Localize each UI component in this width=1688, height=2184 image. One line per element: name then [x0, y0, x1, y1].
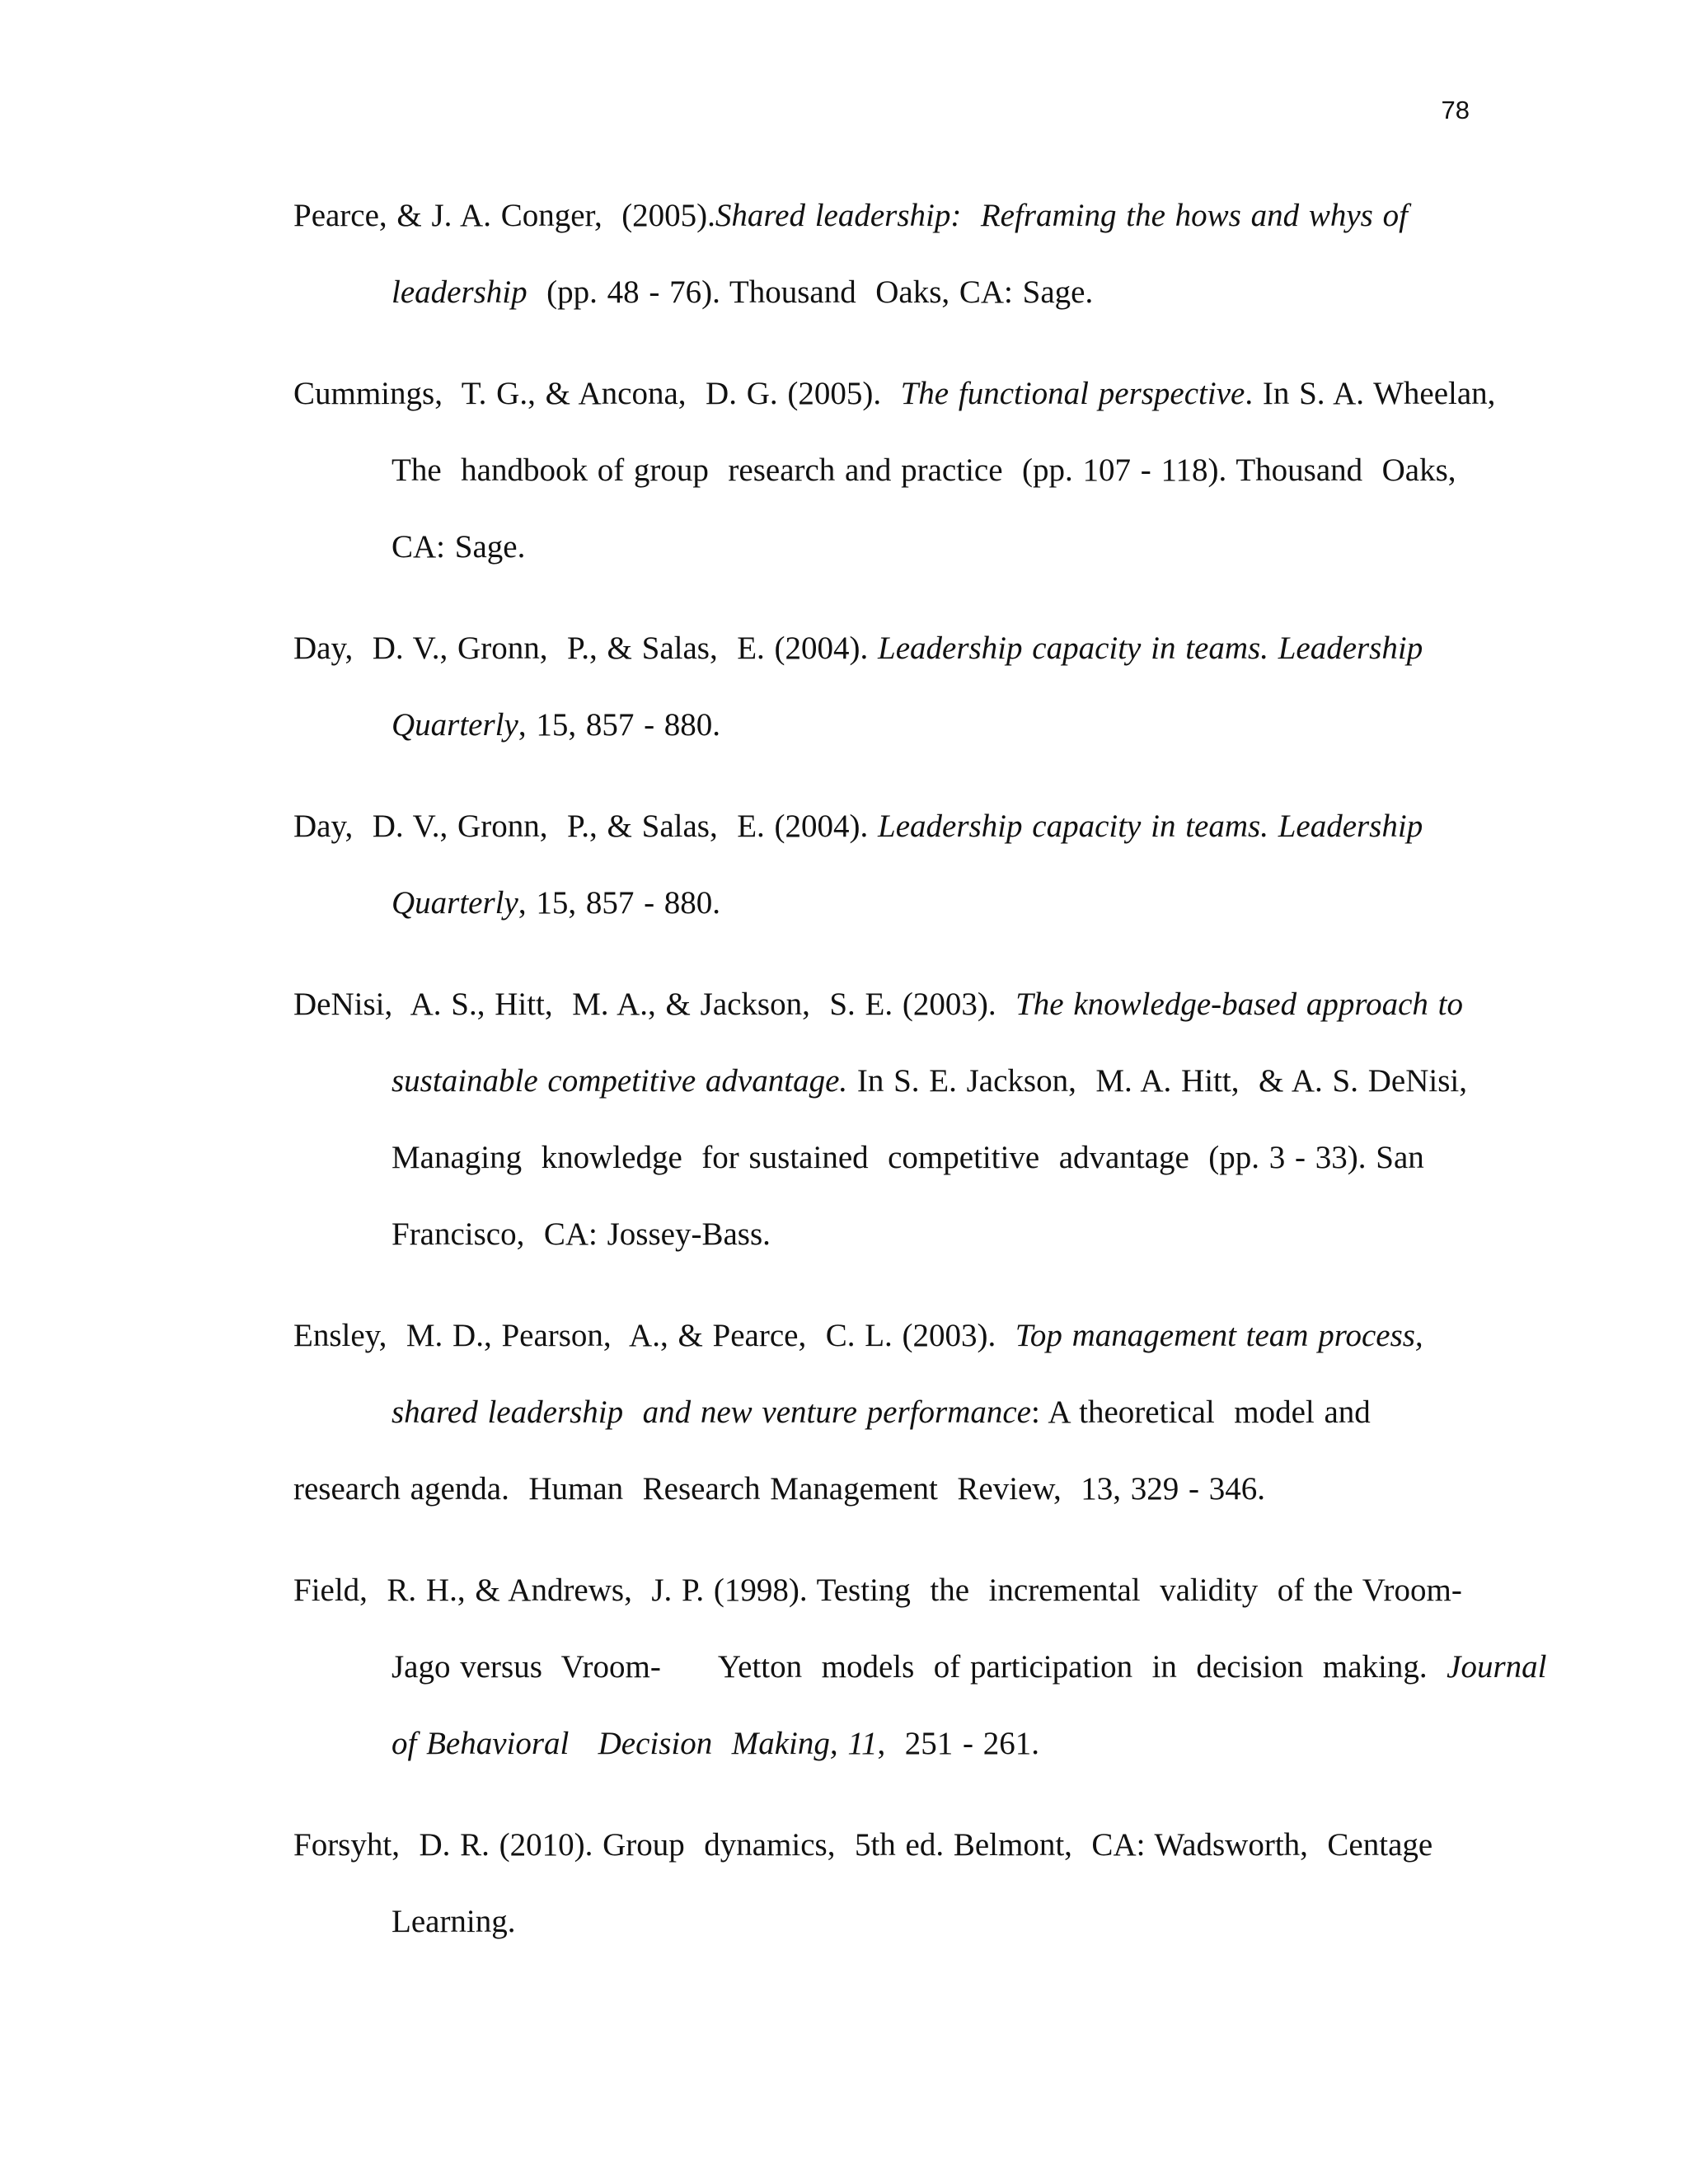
reference-entry: [293, 1310, 1480, 1540]
reference-line: [293, 877, 1480, 954]
reference-line: [293, 1896, 1480, 1972]
reference-text: , 15, 857 - 880.: [518, 707, 721, 743]
italic-text: of Behavioral Decision Making, 11: [392, 1726, 878, 1761]
reference-line: [293, 1463, 1480, 1540]
reference-text: Jago versus Vroom- Yetton models of participation in decision making.: [392, 1649, 1447, 1685]
italic-text: Shared leadership: Reframing the hows and whys of: [715, 198, 1408, 233]
reference-text: . In S. A. Wheelan,: [1245, 376, 1496, 411]
italic-text: Journal: [1447, 1649, 1547, 1685]
reference-text: , 15, 857 - 880.: [518, 885, 721, 921]
reference-line: [293, 1055, 1480, 1132]
reference-text: : A theoretical model and: [1030, 1394, 1371, 1430]
reference-text: The handbook of group research and practice (pp. 107 - 118). Thousand Oaks,: [392, 452, 1456, 488]
reference-line: [293, 1819, 1480, 1896]
reference-text: Pearce, & J. A. Conger, (2005).: [293, 198, 715, 233]
reference-text: (pp. 48 - 76). Thousand Oaks, CA: Sage.: [527, 274, 1094, 310]
reference-text: Managing knowledge for sustained competitive advantage (pp. 3 - 33). San: [392, 1140, 1424, 1175]
reference-entry: [293, 1819, 1480, 1972]
reference-text: Learning.: [392, 1904, 516, 1939]
reference-text: Day, D. V., Gronn, P., & Salas, E. (2004).: [293, 808, 879, 844]
reference-line: [293, 1718, 1480, 1794]
entry-spacer: [293, 598, 1480, 622]
reference-line: [293, 1208, 1480, 1285]
reference-line: [293, 444, 1480, 521]
reference-line: [293, 1310, 1480, 1386]
reference-entry: [293, 978, 1480, 1285]
entry-spacer: [293, 1540, 1480, 1564]
reference-line: [293, 190, 1480, 266]
reference-line: [293, 368, 1496, 444]
italic-text: The knowledge-based approach to: [1015, 987, 1463, 1022]
entry-spacer: [293, 776, 1480, 800]
reference-text: research agenda. Human Research Management Review, 13, 329 - 346.: [293, 1471, 1265, 1507]
reference-text: , 251 - 261.: [877, 1726, 1039, 1761]
reference-text: DeNisi, A. S., Hitt, M. A., & Jackson, S. E. (2003).: [293, 987, 1016, 1022]
reference-line: [293, 622, 1480, 699]
entry-spacer: [293, 343, 1480, 368]
page-number: 78: [1441, 96, 1470, 124]
reference-entry: [293, 1564, 1547, 1794]
italic-text: leadership: [392, 274, 528, 310]
reference-list: [293, 190, 1547, 1972]
entry-spacer: [293, 1285, 1480, 1310]
reference-entry: [293, 800, 1480, 954]
entry-spacer: [293, 954, 1480, 978]
italic-text: Leadership capacity in teams. Leadership: [878, 808, 1423, 844]
italic-text: sustainable competitive advantage.: [392, 1063, 848, 1099]
reference-entry: [293, 622, 1480, 776]
italic-text: shared leadership and new venture performance: [392, 1394, 1031, 1430]
reference-line: [293, 1641, 1547, 1718]
reference-text: CA: Sage.: [392, 529, 526, 565]
reference-text: Day, D. V., Gronn, P., & Salas, E. (2004).: [293, 630, 879, 666]
reference-text: In S. E. Jackson, M. A. Hitt, & A. S. DeNisi,: [847, 1063, 1467, 1099]
reference-entry: [293, 368, 1496, 598]
italic-text: Leadership capacity in teams. Leadership: [878, 630, 1423, 666]
reference-line: [293, 800, 1480, 877]
reference-line: [293, 699, 1480, 776]
italic-text: Quarterly: [392, 885, 518, 921]
reference-line: [293, 521, 1480, 598]
reference-text: Francisco, CA: Jossey-Bass.: [392, 1216, 771, 1252]
italic-text: Top management team process,: [1015, 1318, 1423, 1353]
italic-text: Quarterly: [392, 707, 518, 743]
reference-text: Ensley, M. D., Pearson, A., & Pearce, C. L. (2003).: [293, 1318, 1015, 1353]
reference-line: [293, 978, 1480, 1055]
reference-line: [293, 1132, 1480, 1208]
reference-text: Field, R. H., & Andrews, J. P. (1998). Testing the incremental validity of the Vroom-: [293, 1572, 1462, 1608]
reference-text: Cummings, T. G., & Ancona, D. G. (2005).: [293, 376, 901, 411]
reference-line: [293, 1564, 1480, 1641]
reference-entry: [293, 190, 1480, 343]
reference-text: Forsyht, D. R. (2010). Group dynamics, 5th ed. Belmont, CA: Wadsworth, Centage: [293, 1827, 1433, 1863]
reference-line: [293, 1386, 1480, 1463]
italic-text: The functional perspective: [900, 376, 1245, 411]
entry-spacer: [293, 1794, 1480, 1819]
reference-line: [293, 266, 1480, 343]
